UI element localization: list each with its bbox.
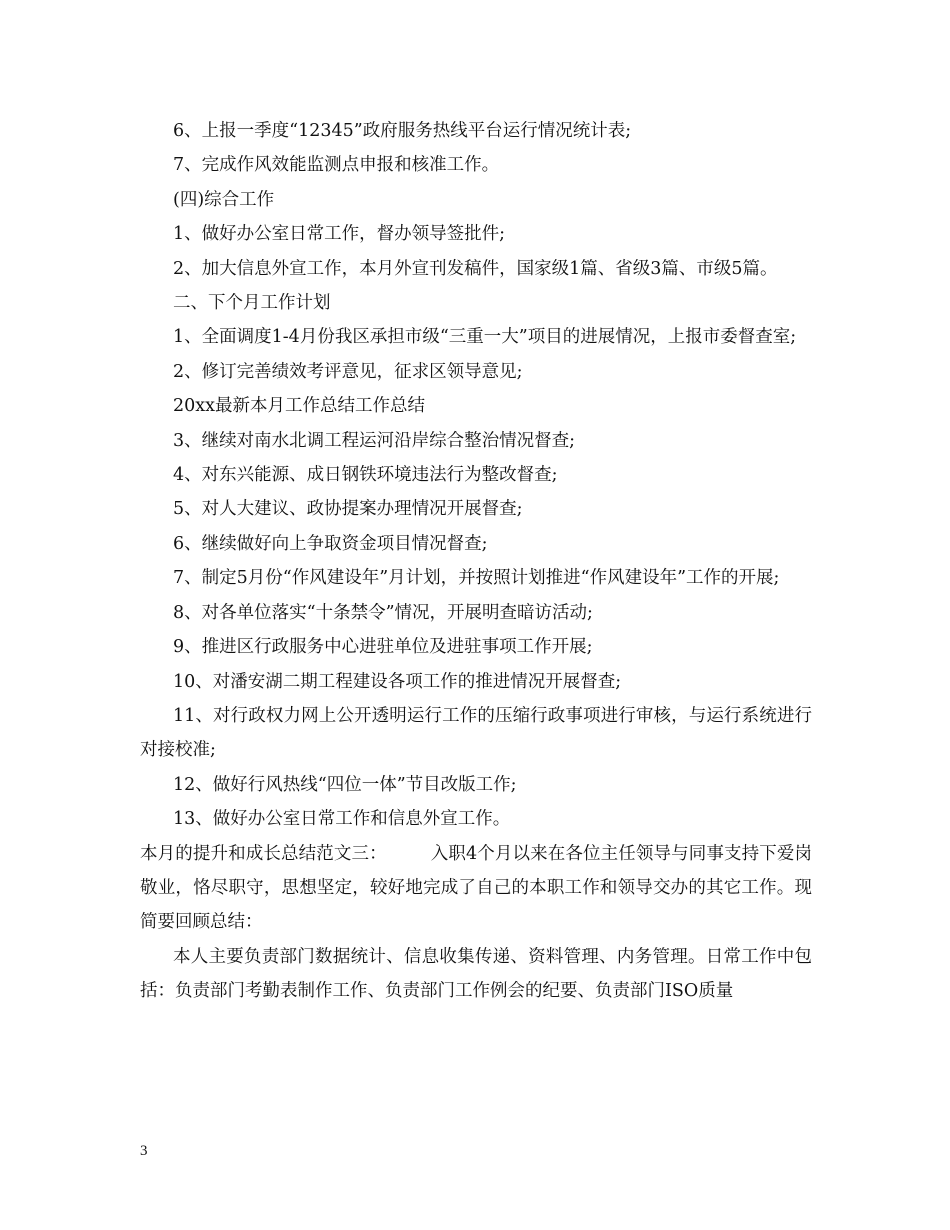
paragraph-1: 6、上报一季度“12345”政府服务热线平台运行情况统计表; (173, 121, 632, 141)
paragraph-16: 9、推进区行政服务中心进驻单位及进驻事项工作开展; (173, 637, 593, 658)
paragraph-19: 12、做好行风热线“四位一体”节目改版工作; (173, 774, 517, 795)
paragraph-17: 10、对潘安湖二期工程建设各项工作的推进情况开展督查; (173, 671, 622, 692)
summary-body-paragraph: 本人主要负责部门数据统计、信息收集传递、资料管理、内务管理。日常工作中包括：负责部门考勤表制作工作、负责部门工作例会的纪要、负责部门ISO质量 (140, 946, 812, 1002)
paragraph-7: 1、全面调度1-4月份我区承担市级“三重一大”项目的进展情况，上报市委督查室; (173, 327, 797, 348)
summary-intro-paragraph: 本月的提升和成长总结范文三： 入职4个月以来在各位主任领导与同事支持下爱岗敬业，恪尽职守，思想坚定，较好地完成了自己的本职工作和领导交办的其它工作。现简要回顾总结： (140, 843, 812, 933)
document-page (140, 114, 812, 1009)
paragraph-12: 5、对人大建议、政协提案办理情况开展督查; (173, 499, 523, 520)
section-heading-next-month-plan: 二、下个月工作计划 (173, 293, 331, 314)
paragraph-13: 6、继续做好向上争取资金项目情况督查; (173, 533, 488, 554)
paragraph-2: 7、完成作风效能监测点申报和核准工作。 (173, 155, 500, 176)
paragraph-20: 13、做好办公室日常工作和信息外宣工作。 (173, 809, 511, 830)
paragraph-15: 8、对各单位落实“十条禁令”情况，开展明查暗访活动; (173, 602, 593, 623)
inline-title: 20xx最新本月工作总结工作总结 (173, 396, 426, 417)
section-heading-comprehensive-work: (四)综合工作 (173, 189, 275, 210)
page-number: 3 (140, 1143, 148, 1159)
paragraph-4: 1、做好办公室日常工作，督办领导签批件; (173, 224, 506, 245)
paragraph-14: 7、制定5月份“作风建设年”月计划，并按照计划推进“作风建设年”工作的开展; (173, 568, 780, 589)
paragraph-18: 11、对行政权力网上公开透明运行工作的压缩行政事项进行审核，与运行系统进行对接校准; (140, 705, 812, 761)
paragraph-11: 4、对东兴能源、成日钢铁环境违法行为整改督查; (173, 465, 558, 486)
paragraph-10: 3、继续对南水北调工程运河沿岸综合整治情况督查; (173, 430, 576, 451)
paragraph-5: 2、加大信息外宣工作，本月外宣刊发稿件，国家级1篇、省级3篇、市级5篇。 (173, 258, 778, 279)
paragraph-8: 2、修订完善绩效考评意见，征求区领导意见; (173, 361, 523, 382)
